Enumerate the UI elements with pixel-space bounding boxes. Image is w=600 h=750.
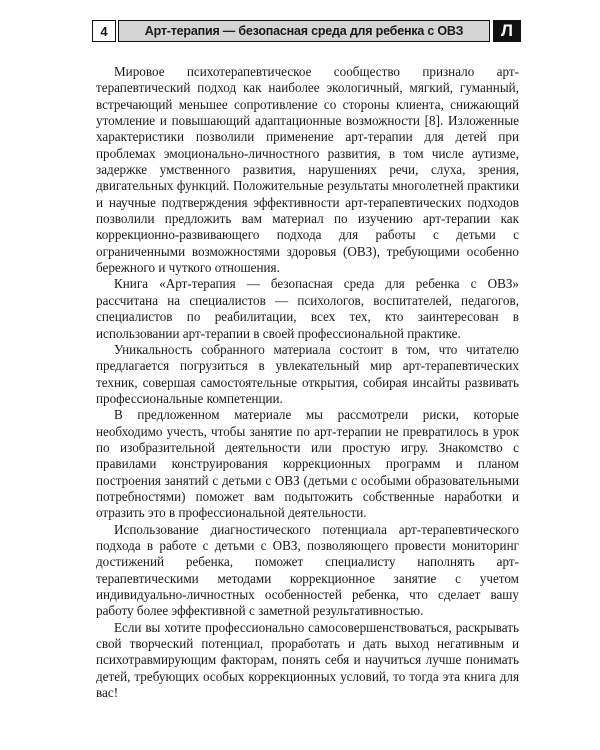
paragraph: Мировое психотерапевтическое сообщество признало арт-терапевтический подход как наиболее экологичный, мягкий, гуманный, встречающий меньшее сопротивление со стороны клиента, снижающий утомление и повышающий адаптационные возможности [8]. Изложенные характеристики позволили применение арт-терапии для детей при проблемах эмоционально-личностного развития, в том числе аутизме, задержке умственного развития, нарушениях речи, слуха, зрения, двигательных функций. Положительные результаты многолетней практики и научные подтверждения эффективности арт-терапевтических подходов позволили предложить вам материал по изучению арт-терапии как коррекционно-развивающего подхода для работы с детьми с ограниченными возможностями здоровья (ОВЗ), требующими особенно бережного и чуткого отношения. [96,64,519,276]
paragraph: В предложенном материале мы рассмотрели риски, которые необходимо учесть, чтобы занятие по арт-терапии не превратилось в урок по изобразительной деятельности или простую игру. Знакомство с правилами конструирования коррекционных программ и планом построения занятий с детьми с ОВЗ (детьми с особыми образовательными потребностями) поможет вам подытожить собственные наработки и отразить это в профессиональной деятельности. [96,407,519,521]
paragraph: Использование диагностического потенциала арт-терапевтического подхода в работе с детьми с ОВЗ, позволяющего провести мониторинг достижений ребенка, поможет специалисту наполнять арт-терапевтическими методами коррекционное занятие с учетом индивидуально-личностных особенностей ребенка, что сделает вашу работу более эффективной с заметной результативностью. [96,521,519,619]
paragraph: Уникальность собранного материала состоит в том, что читателю предлагается погрузиться в увлекательный мир арт-терапевтических техник, совершая самостоятельные открытия, собирая инсайты развивать профессиональные компетенции. [96,341,519,406]
paragraph: Книга «Арт-терапия — безопасная среда для ребенка с ОВЗ» рассчитана на специалистов — психологов, воспитателей, педагогов, специалистов по реабилитации, всех тех, кто заинтересован в использовании арт-терапии в своей профессиональной практике. [96,276,519,341]
publisher-logo-icon: Л [493,20,521,42]
running-header [92,20,522,44]
paragraph: Если вы хотите профессионально самосовершенствоваться, раскрывать свой творческий потенциал, проработать и дать выход негативным и психотравмирующим факторам, понять себя и научиться лучше понимать детей, требующих особых коррекционных условий, то тогда эта книга для вас! [96,619,519,701]
page-number: 4 [92,20,116,42]
body-text [96,64,519,701]
running-title: Арт-терапия — безопасная среда для ребенка с ОВЗ [118,20,490,42]
